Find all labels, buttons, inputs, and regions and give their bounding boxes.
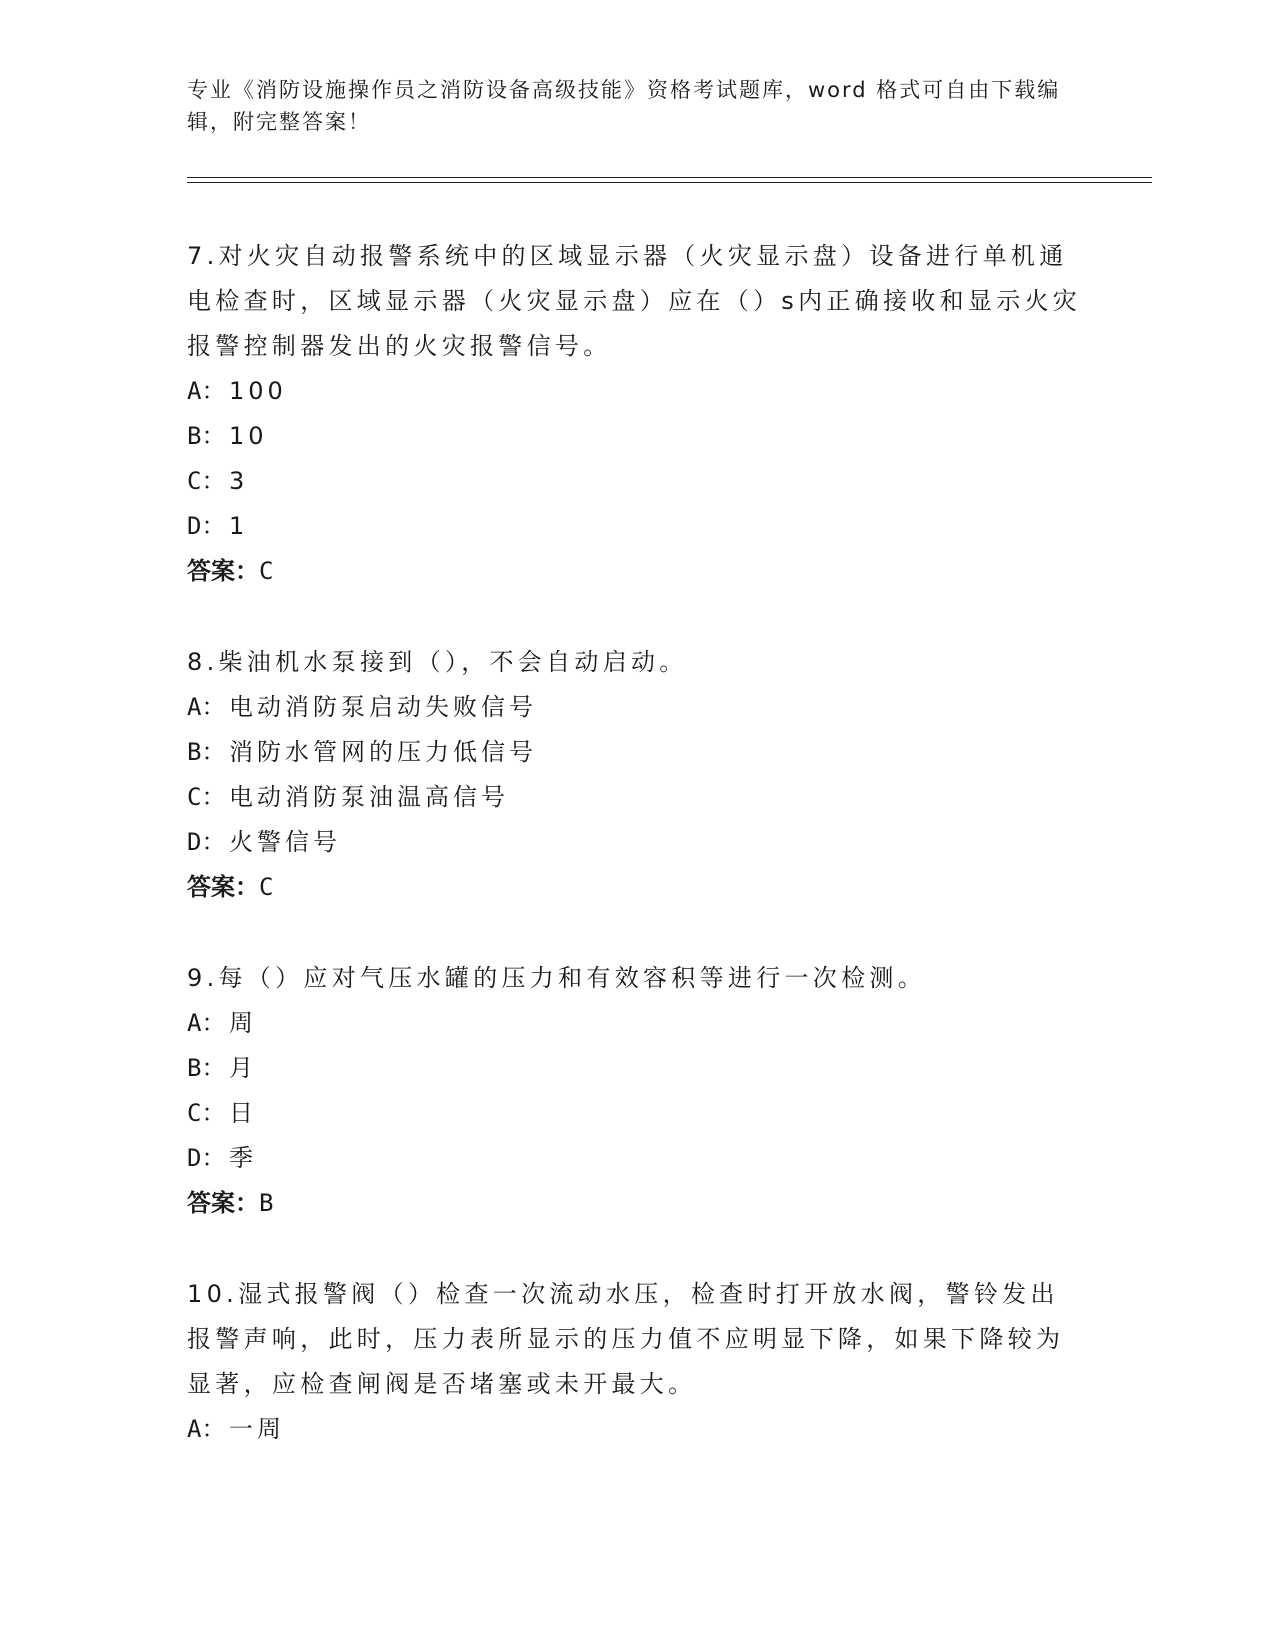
option-text: 电动消防泵启动失败信号 (229, 693, 537, 721)
question-8 (187, 640, 1087, 910)
option-text: 一周 (229, 1415, 285, 1443)
option-text: 1 (229, 512, 249, 540)
option-text: 消防水管网的压力低信号 (229, 738, 537, 766)
option-letter: A： (187, 693, 226, 721)
question-stem: 8.柴油机水泵接到（），不会自动启动。 (187, 648, 688, 676)
option-text: 100 (229, 377, 287, 405)
option-d (187, 1136, 1087, 1181)
header-rule-bottom (187, 182, 1152, 183)
answer-label: 答案： (187, 873, 259, 901)
option-c (187, 775, 1087, 820)
option-d (187, 504, 1087, 549)
answer-line (187, 1181, 1087, 1226)
option-letter: B： (187, 1054, 226, 1082)
option-text: 3 (229, 467, 249, 495)
header-rule-top (187, 177, 1152, 178)
option-letter: C： (187, 783, 226, 811)
option-text: 月 (229, 1054, 257, 1082)
question-stem: 10.湿式报警阀（）检查一次流动水压，检查时打开放水阀，警铃发出报警声响，此时，压力表所显示的压力值不应明显下降，如果下降较为显著，应检查闸阀是否堵塞或未开最大。 (187, 1280, 1065, 1398)
question-9 (187, 956, 1087, 1226)
option-letter: D： (187, 512, 226, 540)
document-header: 专业《消防设施操作员之消防设备高级技能》资格考试题库，word 格式可自由下载编辑，附完整答案！ (187, 78, 1061, 134)
question-stem: 7.对火灾自动报警系统中的区域显示器（火灾显示盘）设备进行单机通电检查时，区域显示器（火灾显示盘）应在（）s内正确接收和显示火灾报警控制器发出的火灾报警信号。 (187, 242, 1082, 360)
option-c (187, 459, 1087, 504)
option-text: 10 (229, 422, 268, 450)
answer-label: 答案： (187, 1189, 259, 1217)
option-text: 季 (229, 1144, 257, 1172)
option-text: 火警信号 (229, 828, 341, 856)
option-letter: C： (187, 467, 226, 495)
answer-value: B (259, 1189, 274, 1217)
option-letter: D： (187, 1144, 226, 1172)
option-letter: A： (187, 377, 226, 405)
option-text: 电动消防泵油温高信号 (229, 783, 509, 811)
option-text: 周 (229, 1009, 257, 1037)
option-c (187, 1091, 1087, 1136)
question-list (187, 234, 1087, 1498)
option-b (187, 730, 1087, 775)
option-b (187, 414, 1087, 459)
option-text: 日 (229, 1099, 257, 1127)
question-7 (187, 234, 1087, 594)
question-stem: 9.每（）应对气压水罐的压力和有效容积等进行一次检测。 (187, 964, 926, 992)
option-letter: B： (187, 422, 226, 450)
option-letter: B： (187, 738, 226, 766)
option-letter: C： (187, 1099, 226, 1127)
option-a (187, 685, 1087, 730)
question-10 (187, 1272, 1087, 1452)
answer-value: C (259, 557, 274, 585)
answer-value: C (259, 873, 274, 901)
option-d (187, 820, 1087, 865)
option-letter: A： (187, 1415, 226, 1443)
option-b (187, 1046, 1087, 1091)
option-a (187, 1001, 1087, 1046)
option-a (187, 1407, 1087, 1452)
option-letter: A： (187, 1009, 226, 1037)
answer-label: 答案： (187, 557, 259, 585)
option-letter: D： (187, 828, 226, 856)
answer-line (187, 549, 1087, 594)
answer-line (187, 865, 1087, 910)
option-a (187, 369, 1087, 414)
